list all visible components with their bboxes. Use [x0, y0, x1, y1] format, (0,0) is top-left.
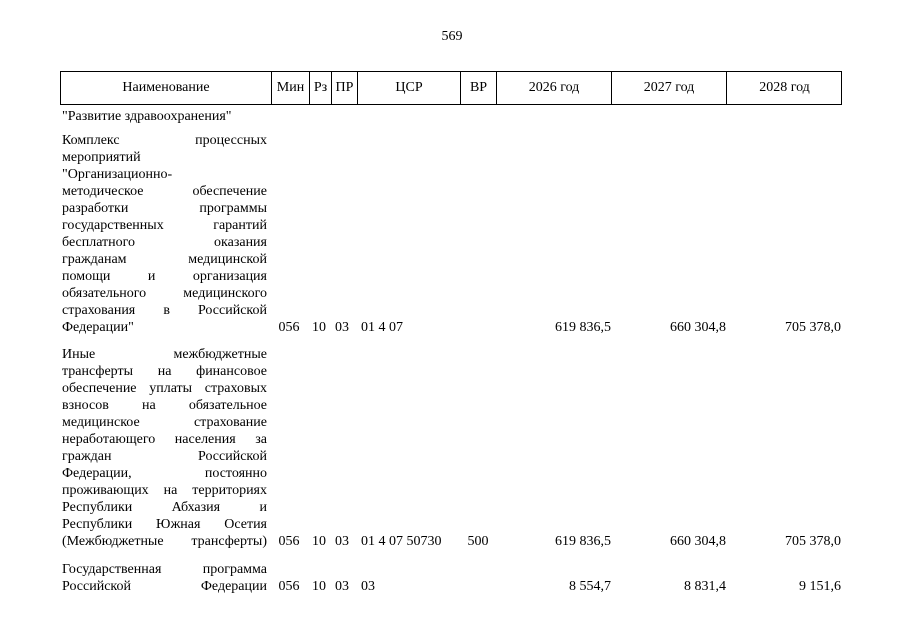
cell-2027: 660 304,8: [670, 320, 726, 335]
header-vr: ВР: [461, 72, 497, 104]
header-rz: Рз: [310, 72, 332, 104]
row-name-line: помощи и организация: [62, 269, 267, 284]
row-name-line: обязательного медицинского: [62, 286, 267, 301]
cell-min: 056: [278, 320, 300, 335]
row-name-line: взносов на обязательное: [62, 398, 267, 413]
cell-vr: 500: [467, 534, 489, 549]
row-name: [62, 132, 267, 336]
row-name-line: "Организационно-: [62, 167, 173, 182]
cell-rz: 10: [312, 320, 326, 335]
cell-2028: 9 151,6: [799, 579, 841, 594]
row-name-line: Республики Абхазия и: [62, 500, 267, 515]
cell-pr: 03: [335, 320, 349, 335]
row-name-line: Комплекс процессных: [62, 133, 267, 148]
cell-2027: 660 304,8: [670, 534, 726, 549]
header-2027: 2027 год: [612, 72, 727, 104]
header-min: Мин: [272, 72, 310, 104]
row-name-line: медицинское страхование: [62, 415, 267, 430]
row-name-line: "Развитие здравоохранения": [62, 109, 232, 124]
cell-2027: 8 831,4: [684, 579, 726, 594]
row-name-line: проживающих на территориях: [62, 483, 267, 498]
cell-2026: 619 836,5: [555, 534, 611, 549]
row-name-line: бесплатного оказания: [62, 235, 267, 250]
row-name-line: (Межбюджетные трансферты): [62, 534, 267, 549]
cell-pr: 03: [335, 534, 349, 549]
row-name: [62, 346, 267, 550]
row-name: [62, 108, 267, 125]
row-name-line: Федерации, постоянно: [62, 466, 267, 481]
cell-csr: 01 4 07: [361, 320, 403, 335]
cell-rz: 10: [312, 534, 326, 549]
table-header: [60, 71, 842, 105]
row-name-line: трансферты на финансовое: [62, 364, 267, 379]
cell-2028: 705 378,0: [785, 320, 841, 335]
page-number: 569: [441, 29, 463, 44]
row-name-line: обеспечение уплаты страховых: [62, 381, 267, 396]
cell-min: 056: [278, 534, 300, 549]
row-name-line: гражданам медицинской: [62, 252, 267, 267]
cell-2026: 8 554,7: [569, 579, 611, 594]
row-name: [62, 561, 267, 595]
row-name-line: Федерации": [62, 320, 134, 335]
cell-csr: 01 4 07 50730: [361, 534, 442, 549]
header-pr: ПР: [332, 72, 358, 104]
cell-2028: 705 378,0: [785, 534, 841, 549]
row-name-line: страхования в Российской: [62, 303, 267, 318]
row-name-line: государственных гарантий: [62, 218, 267, 233]
row-name-line: неработающего населения за: [62, 432, 267, 447]
cell-pr: 03: [335, 579, 349, 594]
header-csr: ЦСР: [358, 72, 461, 104]
row-name-line: Российской Федерации: [62, 579, 267, 594]
row-name-line: Государственная программа: [62, 562, 267, 577]
row-name-line: разработки программы: [62, 201, 267, 216]
header-2028: 2028 год: [759, 80, 810, 95]
cell-rz: 10: [312, 579, 326, 594]
cell-min: 056: [278, 579, 300, 594]
header-name: Наименование: [61, 72, 272, 104]
row-name-line: методическое обеспечение: [62, 184, 267, 199]
cell-csr: 03: [361, 579, 375, 594]
row-name-line: мероприятий: [62, 150, 141, 165]
row-name-line: Республики Южная Осетия: [62, 517, 267, 532]
header-2026: 2026 год: [497, 72, 612, 104]
cell-2026: 619 836,5: [555, 320, 611, 335]
row-name-line: граждан Российской: [62, 449, 267, 464]
row-name-line: Иные межбюджетные: [62, 347, 267, 362]
